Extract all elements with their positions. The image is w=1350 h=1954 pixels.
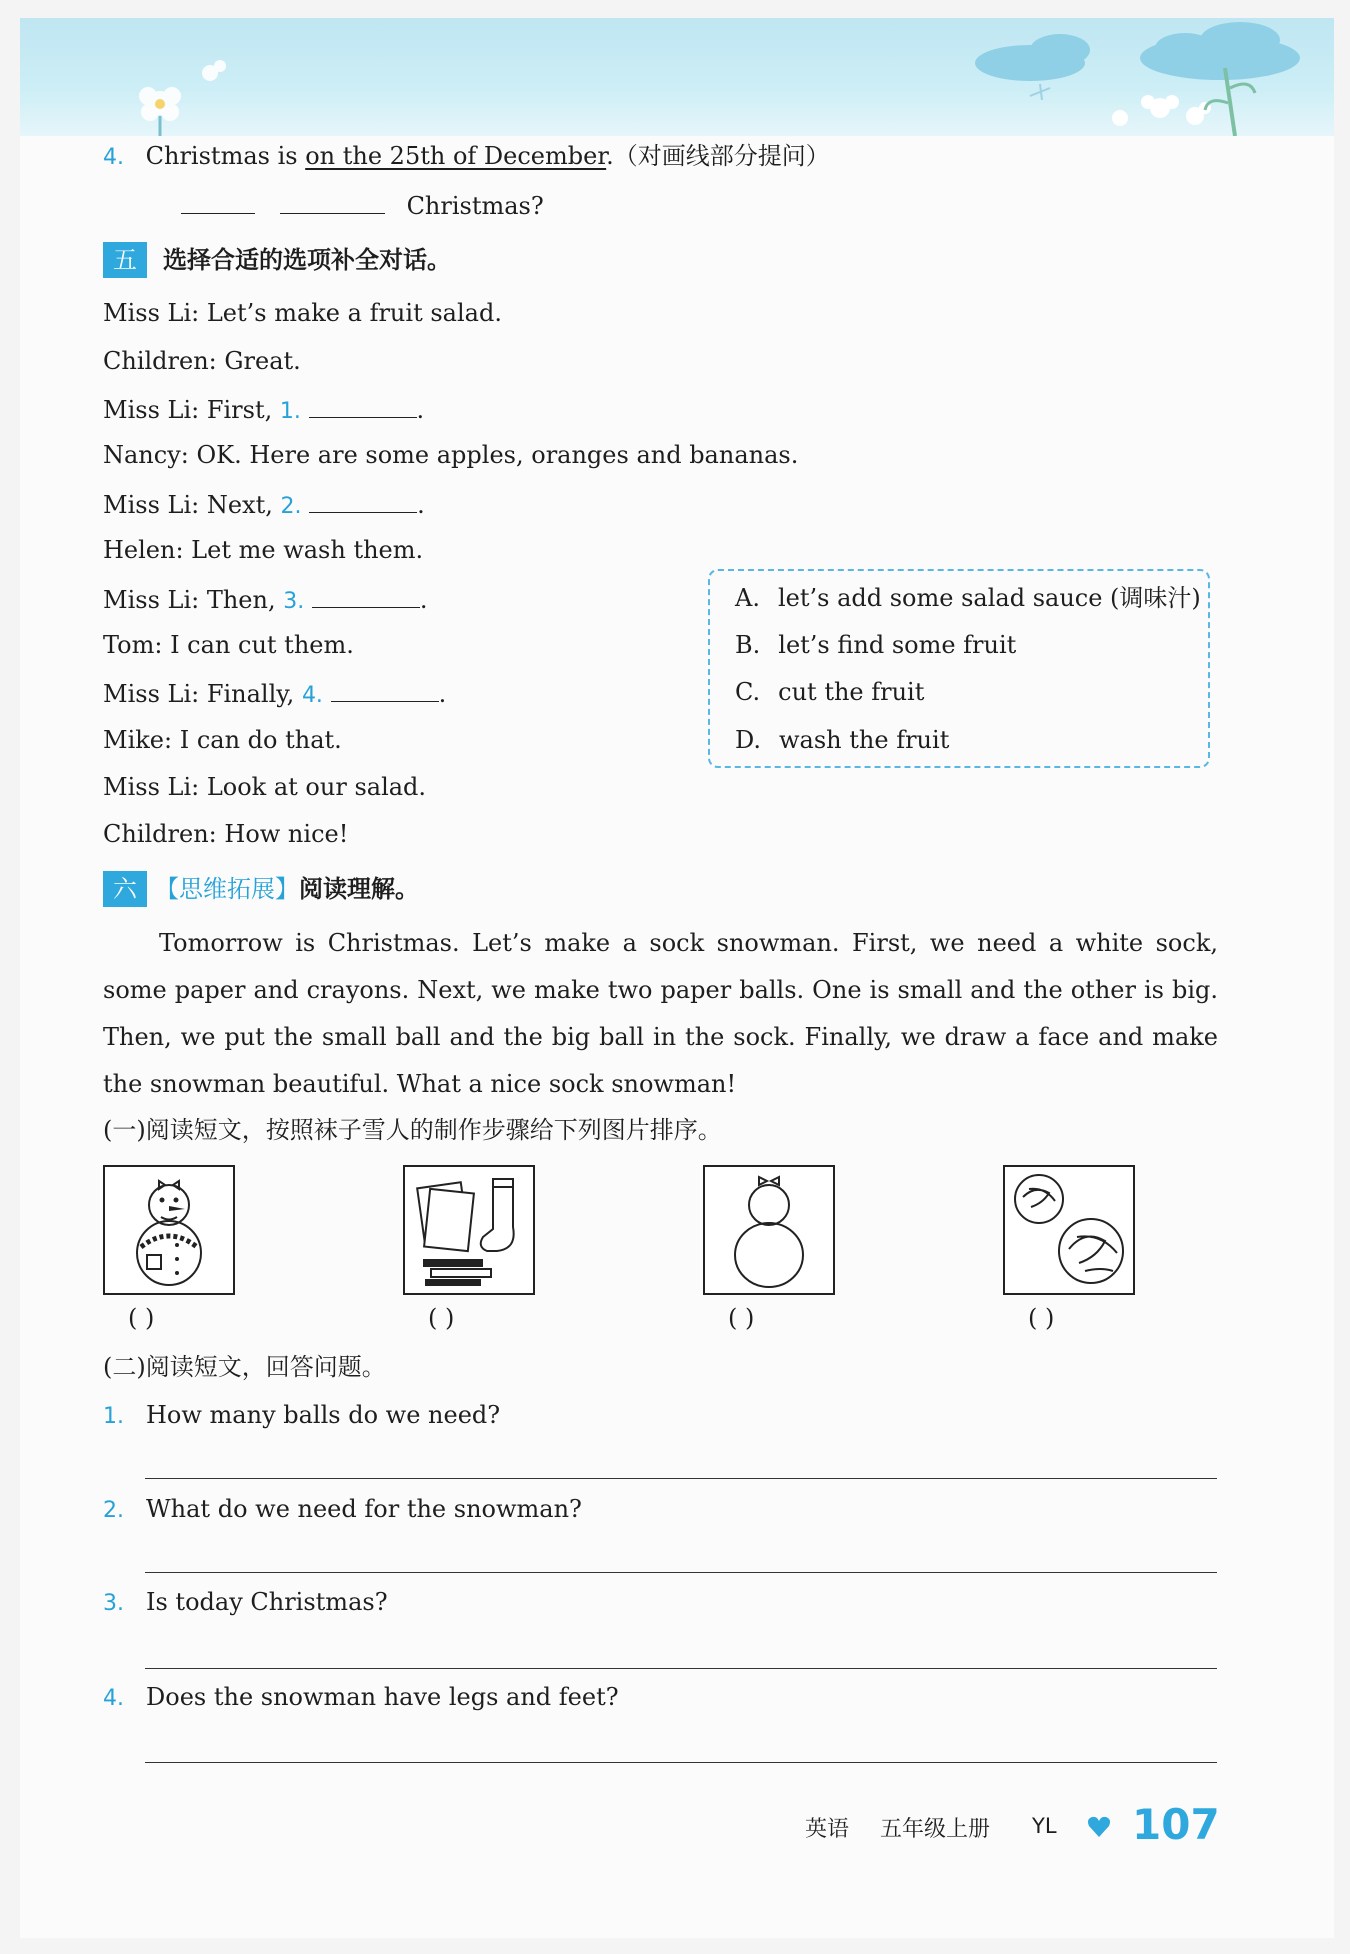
order-answer-box[interactable]: ( ): [728, 1304, 755, 1332]
question-number: 1.: [103, 1404, 124, 1429]
part-1-title: (一)阅读短文，按照袜子雪人的制作步骤给下列图片排序。: [103, 1116, 722, 1144]
header-banner: [20, 18, 1334, 136]
question-number: 4.: [103, 1686, 124, 1711]
question-1: 1. How many balls do we need?: [103, 1401, 501, 1429]
answer-blank[interactable]: [280, 189, 385, 214]
question-text: Christmas is: [145, 142, 306, 170]
snowman-dressed-picture: [103, 1165, 235, 1295]
dialogue-line: Miss Li: Let’s make a fruit salad.: [103, 299, 502, 327]
order-answer-box[interactable]: ( ): [428, 1304, 455, 1332]
answer-blank[interactable]: [331, 677, 439, 702]
footer-grade: 五年级上册: [880, 1817, 991, 1842]
prev-question-4-answer: [181, 189, 544, 221]
prev-question-4: [103, 141, 830, 173]
dialogue-line: Miss Li: Look at our salad.: [103, 773, 427, 801]
dialogue-line: Miss Li: First, 1. .: [103, 393, 424, 427]
section-6-tag: 【思维拓展】: [155, 875, 299, 903]
dialogue-line: Nancy: OK. Here are some apples, oranges and bananas.: [103, 441, 799, 469]
answer-line[interactable]: [145, 1572, 1217, 1573]
section-5-title: 选择合适的选项补全对话。: [163, 246, 451, 274]
dialogue-line: Miss Li: Next, 2. .: [103, 488, 425, 522]
section-6-title: 【思维拓展】阅读理解。: [155, 875, 419, 903]
dialogue-line: Children: How nice!: [103, 820, 349, 848]
answer-blank[interactable]: [309, 488, 417, 513]
answer-line[interactable]: [145, 1668, 1217, 1669]
dialogue-line: Mike: I can do that.: [103, 726, 342, 754]
part-2-title: (二)阅读短文，回答问题。: [103, 1353, 386, 1381]
answer-blank[interactable]: [181, 189, 255, 214]
section-5-label: 五: [103, 242, 147, 278]
question-instruction: .（对画线部分提问）: [606, 142, 830, 170]
question-number: 3.: [103, 1591, 124, 1616]
section-6-label: 六: [103, 871, 147, 907]
option-a: A. let’s add some salad sauce (调味汁): [735, 584, 1201, 612]
question-number: 4.: [103, 145, 124, 170]
order-answer-box[interactable]: ( ): [1028, 1304, 1055, 1332]
question-2: 2. What do we need for the snowman?: [103, 1495, 582, 1523]
dialogue-line: Miss Li: Finally, 4. .: [103, 677, 446, 711]
footer-subject: 英语: [805, 1817, 850, 1842]
answer-blank[interactable]: [309, 393, 417, 418]
answer-tail: Christmas?: [406, 192, 544, 220]
heart-icon: [1086, 1815, 1112, 1843]
question-number: 2.: [103, 1498, 124, 1523]
dialogue-line: Tom: I can cut them.: [103, 631, 354, 659]
answer-line[interactable]: [145, 1762, 1217, 1763]
dialogue-line: Children: Great.: [103, 347, 301, 375]
option-d: D. wash the fruit: [735, 726, 950, 754]
footer-edition: YL: [1032, 1814, 1057, 1838]
answer-line[interactable]: [145, 1478, 1217, 1479]
page-number: 107: [1132, 1800, 1220, 1849]
option-c: C. cut the fruit: [735, 678, 925, 706]
paper-sock-crayons-picture: [403, 1165, 535, 1295]
dialogue-line: Helen: Let me wash them.: [103, 536, 424, 564]
underlined-phrase: on the 25th of December: [305, 142, 607, 170]
dialogue-line: Miss Li: Then, 3. .: [103, 583, 428, 617]
blank-number: 2.: [280, 494, 302, 519]
paper-balls-picture: [1003, 1165, 1135, 1295]
option-b: B. let’s find some fruit: [735, 631, 1017, 659]
question-3: 3. Is today Christmas?: [103, 1588, 388, 1616]
blank-number: 1.: [279, 399, 301, 424]
reading-passage: Tomorrow is Christmas. Let’s make a sock snowman. First, we need a white sock, some paper and crayons. Next, we make two paper balls. One is small and the other is big. Then, we put the small ball and the big ball in the sock. Finally, we draw a face and make the snowman beautiful. What a nice sock snowman!: [103, 929, 1218, 1098]
blank-number: 3.: [283, 589, 305, 614]
snowman-outline-picture: [703, 1165, 835, 1295]
blank-number: 4.: [301, 683, 323, 708]
banner-illustration: [20, 18, 1334, 136]
question-4: 4. Does the snowman have legs and feet?: [103, 1683, 619, 1711]
order-answer-box[interactable]: ( ): [128, 1304, 155, 1332]
answer-blank[interactable]: [312, 583, 420, 608]
